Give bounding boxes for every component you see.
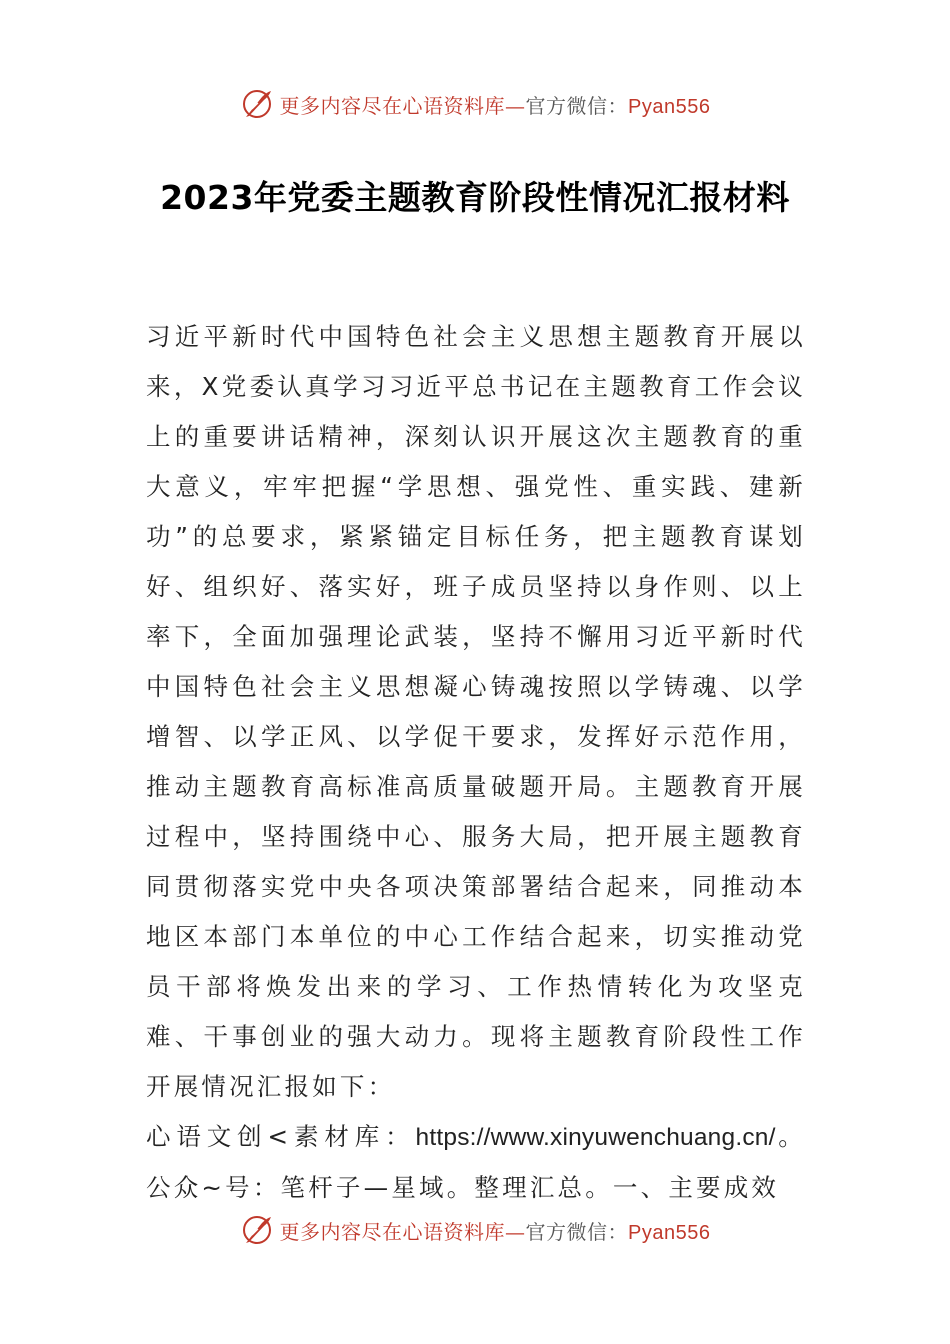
quill-pen-logo-icon (240, 87, 274, 121)
quill-pen-logo-icon (240, 1213, 274, 1247)
watermark-wechat-id: Pyan556 (628, 1221, 711, 1244)
watermark-wechat-id: Pyan556 (628, 95, 711, 118)
source-prefix: 心语文创<素材库： (146, 1122, 416, 1151)
watermark-separator: — (505, 1219, 526, 1244)
source-suffix: 。公众~号：笔杆子—星域。整理汇总。一、主要成效 (146, 1122, 806, 1202)
document-body (146, 312, 806, 1213)
watermark-wechat-label: 官方微信： (525, 93, 629, 118)
source-url-link[interactable]: https://www.xinyuwenchuang.cn/ (415, 1124, 776, 1151)
document-title: 2023年党委主题教育阶段性情况汇报材料 (160, 178, 790, 217)
watermark-separator: — (505, 93, 526, 118)
watermark-wechat-label: 官方微信： (525, 1219, 629, 1244)
watermark-main: 更多内容尽在心语资料库 (279, 93, 506, 118)
watermark-main: 更多内容尽在心语资料库 (279, 1219, 506, 1244)
source-line (146, 1112, 806, 1213)
footer-watermark (0, 1210, 950, 1250)
body-paragraph: 习近平新时代中国特色社会主义思想主题教育开展以来，X党委认真学习习近平总书记在主题教育工作会议上的重要讲话精神，深刻认识开展这次主题教育的重大意义，牢牢把握“学思想、强党性、重实践、建新功”的总要求，紧紧锚定目标任务，把主题教育谋划好、组织好、落实好，班子成员坚持以身作则、以上率下，全面加强理论武装，坚持不懈用习近平新时代中国特色社会主义思想凝心铸魂按照以学铸魂、以学增智、以学正风、以学促干要求，发挥好示范作用，推动主题教育高标准高质量破题开局。主题教育开展过程中，坚持围绕中心、服务大局，把开展主题教育同贯彻落实党中央各项决策部署结合起来，同推动本地区本部门本单位的中心工作结合起来，切实推动党员干部将焕发出来的学习、工作热情转化为攻坚克难、干事创业的强大动力。现将主题教育阶段性工作开展情况汇报如下： (146, 322, 806, 1101)
watermark-text (280, 90, 711, 119)
header-watermark (0, 84, 950, 124)
watermark-text (280, 1216, 711, 1245)
